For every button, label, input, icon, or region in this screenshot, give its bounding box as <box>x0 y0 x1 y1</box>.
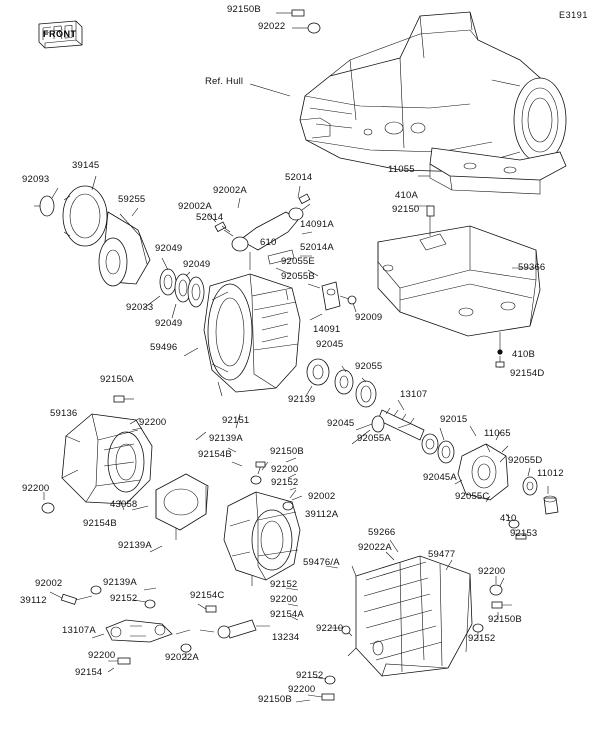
part-label: 92009 <box>355 312 383 323</box>
part-label: 92200 <box>288 684 316 695</box>
part-label: 92152 <box>271 477 299 488</box>
part-label: 92055D <box>508 455 543 466</box>
part-label: 59366 <box>518 262 546 273</box>
reference-label: Ref. Hull <box>205 76 244 87</box>
part-label: 92150 <box>392 204 420 215</box>
part-label: 59266 <box>368 527 396 538</box>
part-label: 14091A <box>300 219 334 230</box>
part-label: 92139A <box>103 577 137 588</box>
part-label: 59255 <box>118 194 146 205</box>
part-label: 39112 <box>20 595 47 606</box>
part-label: 92055E <box>281 256 315 267</box>
part-label: 410 <box>500 513 517 524</box>
part-label: 39145 <box>72 160 100 171</box>
part-label: 92152 <box>296 670 324 681</box>
part-label: 92045 <box>327 418 355 429</box>
part-label: 14091 <box>313 324 341 335</box>
part-label: 92152 <box>270 579 298 590</box>
part-label: 92154 <box>75 667 103 678</box>
part-label: 92045 <box>316 339 344 350</box>
part-label: 92153 <box>510 528 538 539</box>
part-label: 92200 <box>478 566 506 577</box>
part-label: 92154C <box>190 590 225 601</box>
part-label: 92150B <box>227 4 261 15</box>
part-label: 92139A <box>209 433 243 444</box>
part-label: 59496 <box>150 342 178 353</box>
part-label: 11055 <box>388 164 415 175</box>
part-label: 11012 <box>537 468 564 479</box>
part-label: 92210 <box>316 623 344 634</box>
part-label: 92200 <box>88 650 116 661</box>
part-label: 43058 <box>110 499 138 510</box>
part-label: 92200 <box>270 594 298 605</box>
part-label: 92055A <box>357 433 391 444</box>
part-label: 39112A <box>305 509 339 520</box>
part-label: 11065 <box>484 428 511 439</box>
part-label: 13107A <box>62 625 96 636</box>
part-label: 59477 <box>428 549 456 560</box>
part-label: 92093 <box>22 174 50 185</box>
part-label: 92045A <box>423 472 457 483</box>
part-label: 13234 <box>272 632 300 643</box>
part-label: 92022A <box>165 652 199 663</box>
part-label: 52014 <box>285 172 313 183</box>
part-label: 92154B <box>198 449 232 460</box>
part-label: 92150B <box>270 446 304 457</box>
part-label: 59476/A <box>303 557 340 568</box>
part-label: 92015 <box>440 414 468 425</box>
part-label: 92154A <box>270 609 304 620</box>
part-label: 410A <box>395 190 418 201</box>
part-label: 92152 <box>468 633 496 644</box>
part-label: 92152 <box>110 593 138 604</box>
part-label: 92139 <box>288 394 316 405</box>
part-label: 92139A <box>118 540 152 551</box>
part-label: 92055 <box>355 361 383 372</box>
part-label: 52014A <box>300 242 334 253</box>
part-label: 92150A <box>100 374 134 385</box>
part-label: 92022A <box>358 542 392 553</box>
part-label: 92022 <box>258 21 286 32</box>
part-label: 59136 <box>50 408 78 419</box>
part-label: 92002A <box>178 201 212 212</box>
part-label: 610 <box>260 237 277 248</box>
part-label: 92154D <box>510 368 545 379</box>
part-label: 92049 <box>155 243 183 254</box>
part-label: 92033 <box>126 302 154 313</box>
part-label: 92002 <box>308 491 336 502</box>
part-label: 410B <box>512 349 535 360</box>
part-label: 92002A <box>213 185 247 196</box>
front-marker-label: FRONT <box>43 29 77 39</box>
part-label: 92154B <box>83 518 117 529</box>
part-label: 92049 <box>155 318 183 329</box>
part-label: 92049 <box>183 259 211 270</box>
part-label: 92200 <box>139 417 167 428</box>
part-label: 92200 <box>22 483 50 494</box>
part-label: 92002 <box>35 578 63 589</box>
diagram-code: E3191 <box>558 10 588 20</box>
part-label: 92151 <box>222 415 250 426</box>
part-label: 13107 <box>400 389 428 400</box>
part-label: 52014 <box>196 212 224 223</box>
part-label: 92055B <box>281 271 315 282</box>
part-label: 92055C <box>455 491 490 502</box>
part-label: 92150B <box>488 614 522 625</box>
part-label: 92200 <box>271 464 299 475</box>
part-label: 92150B <box>258 694 292 705</box>
